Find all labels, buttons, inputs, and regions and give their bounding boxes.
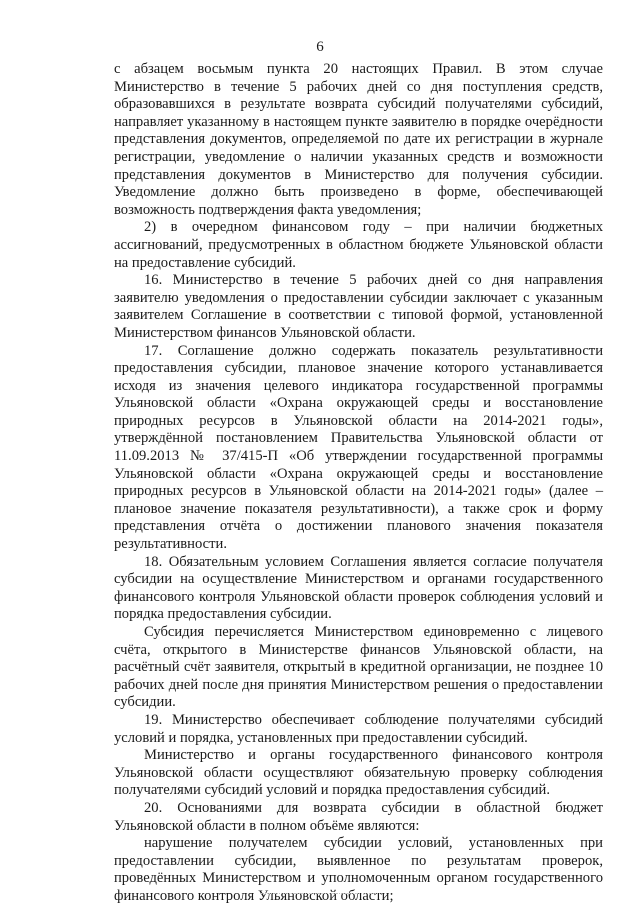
paragraph-clause-18: 18. Обязательным условием Соглашения является согласие получателя субсидии на осуществление Министерством и органами государственного финансового контроля Ульяновской области проверок соблюдения условий и порядка предоставления субсидии. [114, 553, 603, 623]
paragraph-clause-16: 16. Министерство в течение 5 рабочих дней со дня направления заявителю уведомления о предоставлении субсидии заключает с указанным заявителем Соглашение в соответствии с типовой формой, установленной Министерством финансов Ульяновской области. [114, 272, 603, 341]
paragraph-item-2: 2) в очередном финансовом году – при наличии бюджетных ассигнований, предусмотренных в областном бюджете Ульяновской области на предоставление субсидий. [114, 219, 603, 271]
paragraph-violation: нарушение получателем субсидии условий, установленных при предоставлении субсидии, выявленное по результатам проверок, проведённых Министерством и уполномоченным органом государственного финансового контроля Ульяновской области; [114, 835, 603, 904]
scan-artifact-line [260, 893, 380, 895]
paragraph-clause-17: 17. Соглашение должно содержать показатель результативности предоставления субсидии, плановое значение которого устанавливается исходя из значения целевого индикатора государственной программы Ульяновской области «Охрана окружающей среды и восстановление природных ресурсов в Ульяновской области на 2014-2021 годы», утверждённой постановлением Правительства Ульяновской области от 11.09.2013 № 37/415-П «Об утверждении государственной программы Ульяновской области «Охрана окружающей среды и восстановление природных ресурсов в Ульяновской области на 2014-2021 годы» (далее – плановое значение показателя результативности), а также срок и форму представления отчёта о достижении планового значения показателя результативности. [114, 342, 603, 553]
paragraph-subsidy-transfer: Субсидия перечисляется Министерством единовременно с лицевого счёта, открытого в Министерстве финансов Ульяновской области, на расчётный счёт заявителя, открытый в кредитной организации, не позднее 10 рабочих дней после дня принятия Министерством решения о предоставлении субсидии. [114, 624, 603, 711]
paragraph-clause-20: 20. Основаниями для возврата субсидии в областной бюджет Ульяновской области в полном объёме являются: [114, 799, 603, 834]
paragraph-continuation: с абзацем восьмым пункта 20 настоящих Правил. В этом случае Министерство в течение 5 рабочих дней со дня поступления средств, образовавшихся в результате возврата субсидий получателями субсидий, направляет указанному в настоящем пункте заявителю в порядке очерёдности представления документов, определяемой по дате их регистрации в журнале регистрации, уведомление о наличии указанных средств и возможности представления документов в Министерство для получения субсидии. Уведомление должно быть произведено в форме, обеспечивающей возможность подтверждения факта уведомления; [114, 61, 603, 218]
paragraph-control-check: Министерство и органы государственного финансового контроля Ульяновской области осуществляют обязательную проверку соблюдения получателями субсидий условий и порядка предоставления субсидий. [114, 747, 603, 799]
document-body [114, 61, 603, 906]
paragraph-clause-19: 19. Министерство обеспечивает соблюдение получателями субсидий условий и порядка, установленных при предоставлении субсидий. [114, 711, 603, 746]
page-number: 6 [316, 39, 324, 55]
